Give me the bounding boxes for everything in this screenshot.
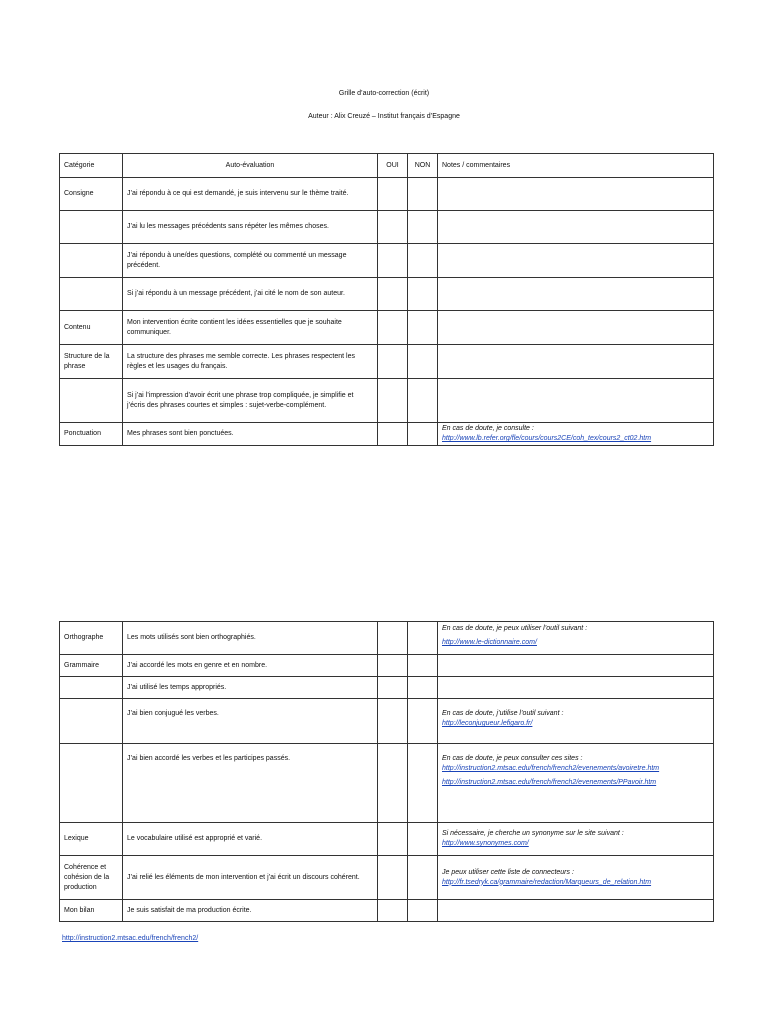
criterion-cell: J’ai utilisé les temps appropriés. <box>123 677 378 699</box>
table-row <box>60 178 714 211</box>
criterion-cell: Mon intervention écrite contient les idées essentielles que je souhaite communiquer. <box>123 311 378 345</box>
notes-cell <box>438 622 714 655</box>
category-cell: Contenu <box>60 311 123 345</box>
category-cell <box>60 211 123 244</box>
non-checkbox-cell[interactable] <box>408 278 438 311</box>
oui-checkbox-cell[interactable] <box>378 379 408 423</box>
criterion-cell: J’ai bien conjugué les verbes. <box>123 699 378 744</box>
header-auto-evaluation: Auto-évaluation <box>123 154 378 178</box>
criterion-cell: Je suis satisfait de ma production écrite. <box>123 900 378 922</box>
category-cell <box>60 278 123 311</box>
table-header-row <box>60 154 714 178</box>
oui-checkbox-cell[interactable] <box>378 178 408 211</box>
oui-checkbox-cell[interactable] <box>378 311 408 345</box>
notes-cell <box>438 856 714 900</box>
notes-cell[interactable] <box>438 211 714 244</box>
table-row <box>60 823 714 856</box>
header-non: NON <box>408 154 438 178</box>
criterion-cell: J’ai accordé les mots en genre et en nombre. <box>123 655 378 677</box>
reference-link[interactable]: http://www.synonymes.com/ <box>442 840 529 847</box>
criterion-cell: La structure des phrases me semble correcte. Les phrases respectent les règles et les usages du français. <box>123 345 378 379</box>
oui-checkbox-cell[interactable] <box>378 423 408 446</box>
notes-cell[interactable] <box>438 655 714 677</box>
note-text: En cas de doute, je consulte : <box>442 425 534 432</box>
category-cell <box>60 379 123 423</box>
reference-link[interactable]: http://leconjugueur.lefigaro.fr/ <box>442 720 533 727</box>
oui-checkbox-cell[interactable] <box>378 900 408 922</box>
notes-cell[interactable] <box>438 379 714 423</box>
notes-cell <box>438 699 714 744</box>
non-checkbox-cell[interactable] <box>408 379 438 423</box>
table-row <box>60 345 714 379</box>
table-row <box>60 278 714 311</box>
table-row <box>60 244 714 278</box>
criterion-cell: Si j’ai répondu à un message précédent, j’ai cité le nom de son auteur. <box>123 278 378 311</box>
self-assessment-table-1 <box>59 153 714 446</box>
non-checkbox-cell[interactable] <box>408 622 438 655</box>
table-row <box>60 423 714 446</box>
criterion-cell: Le vocabulaire utilisé est approprié et varié. <box>123 823 378 856</box>
non-checkbox-cell[interactable] <box>408 856 438 900</box>
reference-link[interactable]: http://fr.tsedryk.ca/grammaire/redaction/Marqueurs_de_relation.htm <box>442 878 652 886</box>
category-cell: Ponctuation <box>60 423 123 446</box>
non-checkbox-cell[interactable] <box>408 244 438 278</box>
note-text: En cas de doute, j’utilise l’outil suivant : <box>442 710 564 717</box>
table-row <box>60 744 714 823</box>
non-checkbox-cell[interactable] <box>408 178 438 211</box>
oui-checkbox-cell[interactable] <box>378 278 408 311</box>
criterion-cell: J’ai bien accordé les verbes et les participes passés. <box>123 744 378 823</box>
non-checkbox-cell[interactable] <box>408 699 438 744</box>
non-checkbox-cell[interactable] <box>408 211 438 244</box>
non-checkbox-cell[interactable] <box>408 744 438 823</box>
table-row <box>60 211 714 244</box>
category-cell: Lexique <box>60 823 123 856</box>
category-cell: Orthographe <box>60 622 123 655</box>
note-text: Si nécessaire, je cherche un synonyme sur le site suivant : <box>442 830 624 837</box>
note-text: En cas de doute, je peux consulter ces sites : <box>442 755 583 762</box>
category-cell: Structure de la phrase <box>60 345 123 379</box>
reference-link[interactable]: http://instruction2.mtsac.edu/french/french2/evenements/avoiretre.htm <box>442 765 660 772</box>
oui-checkbox-cell[interactable] <box>378 677 408 699</box>
reference-link[interactable]: http://www.le-dictionnaire.com/ <box>442 639 537 646</box>
french2-link[interactable]: http://instruction2.mtsac.edu/french/french2/ <box>62 935 199 942</box>
document-title: Grille d’auto-correction (écrit) <box>338 90 430 97</box>
oui-checkbox-cell[interactable] <box>378 211 408 244</box>
category-cell <box>60 699 123 744</box>
notes-cell[interactable] <box>438 677 714 699</box>
oui-checkbox-cell[interactable] <box>378 655 408 677</box>
oui-checkbox-cell[interactable] <box>378 699 408 744</box>
document-author: Auteur : Alix Creuzé – Institut français d’Espagne <box>308 113 460 120</box>
category-cell: Consigne <box>60 178 123 211</box>
header-category: Catégorie <box>60 154 123 178</box>
oui-checkbox-cell[interactable] <box>378 744 408 823</box>
header-notes: Notes / commentaires <box>438 154 714 178</box>
self-assessment-table-2 <box>59 621 714 922</box>
criterion-cell: Les mots utilisés sont bien orthographiés. <box>123 622 378 655</box>
notes-cell[interactable] <box>438 244 714 278</box>
category-cell <box>60 677 123 699</box>
category-cell: Mon bilan <box>60 900 123 922</box>
criterion-cell: J’ai lu les messages précédents sans répéter les mêmes choses. <box>123 211 378 244</box>
criterion-cell: J’ai répondu à ce qui est demandé, je suis intervenu sur le thème traité. <box>123 178 378 211</box>
category-cell <box>60 744 123 823</box>
notes-cell[interactable] <box>438 900 714 922</box>
non-checkbox-cell[interactable] <box>408 655 438 677</box>
criterion-cell: Si j’ai l’impression d’avoir écrit une phrase trop compliquée, je simplifie et j’écris des phrases courtes et simples : sujet-verbe-complément. <box>123 379 378 423</box>
non-checkbox-cell[interactable] <box>408 823 438 856</box>
table-row <box>60 699 714 744</box>
reference-link[interactable]: http://www.lb.refer.org/fle/cours/cours2CE/coh_tex/cours2_ct02.htm <box>442 435 652 442</box>
header-oui: OUI <box>378 154 408 178</box>
notes-cell <box>438 823 714 856</box>
notes-cell <box>438 423 714 446</box>
note-text: Je peux utiliser cette liste de connecteurs : <box>442 868 574 876</box>
non-checkbox-cell[interactable] <box>408 900 438 922</box>
criterion-cell: J’ai répondu à une/des questions, complété ou commenté un message précédent. <box>123 244 378 278</box>
oui-checkbox-cell[interactable] <box>378 823 408 856</box>
table-row <box>60 655 714 677</box>
non-checkbox-cell[interactable] <box>408 311 438 345</box>
notes-cell[interactable] <box>438 311 714 345</box>
table-row <box>60 379 714 423</box>
criterion-cell: J’ai relié les éléments de mon intervention et j’ai écrit un discours cohérent. <box>123 856 378 900</box>
table-row <box>60 622 714 655</box>
category-cell: Cohérence et cohésion de la production <box>60 856 123 900</box>
oui-checkbox-cell[interactable] <box>378 345 408 379</box>
table-row <box>60 677 714 699</box>
notes-cell <box>438 744 714 823</box>
category-cell: Grammaire <box>60 655 123 677</box>
non-checkbox-cell[interactable] <box>408 423 438 446</box>
oui-checkbox-cell[interactable] <box>378 244 408 278</box>
table-row <box>60 856 714 900</box>
oui-checkbox-cell[interactable] <box>378 856 408 900</box>
oui-checkbox-cell[interactable] <box>378 622 408 655</box>
notes-cell[interactable] <box>438 178 714 211</box>
category-cell <box>60 244 123 278</box>
reference-link-2[interactable]: http://instruction2.mtsac.edu/french/french2/evenements/PPavoir.htm <box>442 779 657 786</box>
table-row <box>60 900 714 922</box>
non-checkbox-cell[interactable] <box>408 677 438 699</box>
table-row <box>60 311 714 345</box>
notes-cell[interactable] <box>438 345 714 379</box>
note-text: En cas de doute, je peux utiliser l’outil suivant : <box>442 625 588 632</box>
notes-cell[interactable] <box>438 278 714 311</box>
criterion-cell: Mes phrases sont bien ponctuées. <box>123 423 378 446</box>
non-checkbox-cell[interactable] <box>408 345 438 379</box>
